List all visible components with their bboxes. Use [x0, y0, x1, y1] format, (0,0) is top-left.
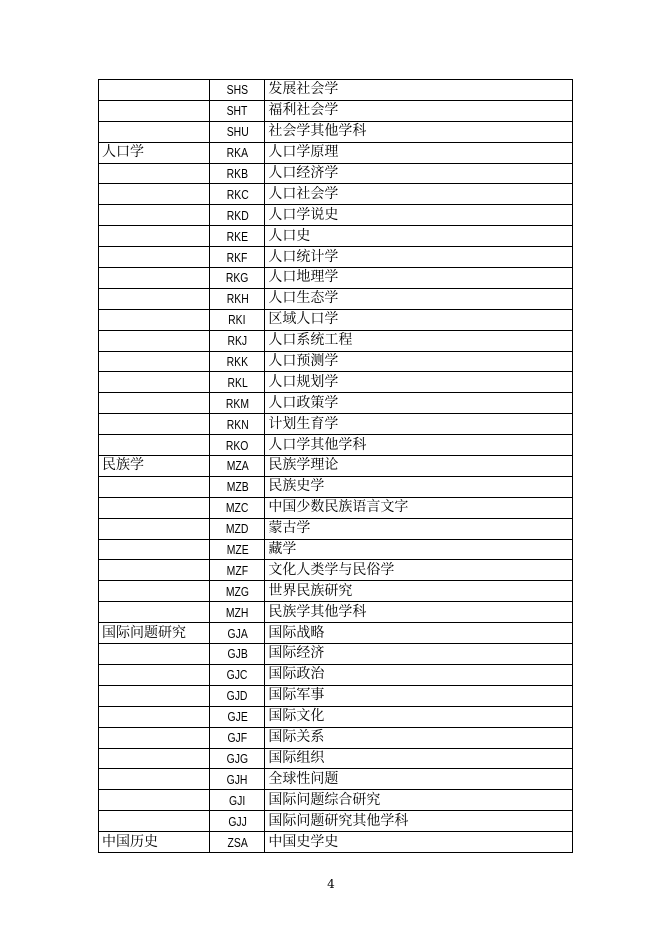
code-cell-text: RKB	[226, 166, 248, 181]
name-cell-text: 民族学其他学科	[268, 603, 367, 620]
name-cell-text: 福利社会学	[268, 102, 339, 119]
code-cell-text: RKJ	[227, 333, 248, 349]
category-cell-text: 人口学	[102, 144, 144, 161]
code-cell-text: SHS	[226, 82, 248, 98]
name-cell-text: 计划生育学	[268, 415, 339, 432]
category-cell	[99, 351, 210, 372]
table-row	[99, 518, 573, 539]
name-cell	[265, 121, 573, 142]
code-cell	[210, 581, 265, 602]
code-cell	[210, 205, 265, 226]
name-cell	[265, 372, 573, 393]
category-cell	[99, 811, 210, 832]
table-row	[99, 790, 573, 811]
code-cell	[210, 351, 265, 372]
category-cell	[99, 330, 210, 351]
code-cell-text: GJB	[227, 646, 248, 662]
category-cell	[99, 393, 210, 414]
name-cell	[265, 539, 573, 560]
code-cell-text: MZB	[226, 479, 249, 495]
code-cell	[210, 163, 265, 184]
category-cell	[99, 832, 210, 853]
category-cell	[99, 268, 210, 289]
name-cell	[265, 142, 573, 163]
table-row	[99, 288, 573, 309]
name-cell	[265, 288, 573, 309]
code-cell	[210, 560, 265, 581]
name-cell-text: 国际问题研究其他学科	[268, 812, 409, 829]
name-cell-text: 民族学理论	[268, 457, 339, 474]
category-cell	[99, 602, 210, 623]
name-cell	[265, 205, 573, 226]
code-cell	[210, 142, 265, 163]
name-cell-text: 民族史学	[268, 478, 325, 495]
code-cell-text: GJG	[226, 750, 248, 766]
code-cell	[210, 247, 265, 268]
category-cell	[99, 727, 210, 748]
code-cell-text: GJE	[227, 709, 248, 725]
table-row	[99, 268, 573, 289]
code-cell-text: GJH	[226, 771, 248, 787]
code-cell-text: MZD	[226, 521, 249, 537]
table-row	[99, 100, 573, 121]
category-cell	[99, 456, 210, 477]
name-cell-text: 国际问题综合研究	[268, 791, 381, 808]
category-cell	[99, 372, 210, 393]
code-cell-text: ZSA	[227, 834, 248, 850]
name-cell	[265, 727, 573, 748]
code-cell-text: SHU	[226, 124, 249, 140]
name-cell-text: 国际战略	[268, 624, 325, 641]
table-row	[99, 539, 573, 560]
name-cell	[265, 623, 573, 644]
name-cell	[265, 560, 573, 581]
table-row	[99, 80, 573, 101]
code-cell-text: GJA	[227, 625, 248, 641]
code-cell	[210, 393, 265, 414]
table-row	[99, 832, 573, 853]
table-row	[99, 414, 573, 435]
code-cell	[210, 309, 265, 330]
name-cell-text: 人口预测学	[268, 353, 339, 370]
name-cell-text: 人口经济学	[268, 165, 339, 181]
name-cell-text: 国际经济	[268, 645, 325, 662]
code-cell-text: SHT	[226, 103, 248, 119]
table-row	[99, 142, 573, 163]
code-cell	[210, 184, 265, 205]
category-cell-text: 中国历史	[102, 833, 158, 850]
table-row	[99, 372, 573, 393]
category-cell	[99, 560, 210, 581]
table-row	[99, 393, 573, 414]
table-row	[99, 163, 573, 184]
name-cell-text: 国际政治	[268, 666, 325, 683]
code-cell-text: RKA	[226, 145, 248, 161]
code-cell	[210, 644, 265, 665]
code-cell	[210, 497, 265, 518]
name-cell	[265, 414, 573, 435]
code-cell	[210, 518, 265, 539]
code-cell-text: MZC	[226, 500, 249, 516]
name-cell-text: 国际文化	[268, 708, 325, 725]
name-cell	[265, 497, 573, 518]
name-cell	[265, 685, 573, 706]
table-row	[99, 602, 573, 623]
code-cell	[210, 539, 265, 560]
table-row	[99, 623, 573, 644]
name-cell	[265, 330, 573, 351]
page-number: 4	[327, 877, 335, 891]
name-cell-text: 人口学说史	[268, 206, 339, 223]
name-cell	[265, 790, 573, 811]
code-cell-text: MZA	[226, 458, 249, 474]
category-cell	[99, 121, 210, 142]
code-cell-text: RKC	[226, 186, 249, 202]
category-cell	[99, 80, 210, 101]
name-cell-text: 人口政策学	[268, 394, 339, 411]
code-cell-text: RKO	[226, 437, 249, 453]
category-cell	[99, 769, 210, 790]
table-row	[99, 706, 573, 727]
code-cell	[210, 80, 265, 101]
code-cell	[210, 476, 265, 497]
name-cell	[265, 80, 573, 101]
category-cell	[99, 476, 210, 497]
code-cell	[210, 268, 265, 289]
code-cell	[210, 769, 265, 790]
code-cell-text: GJC	[226, 667, 248, 683]
name-cell	[265, 226, 573, 247]
table-row	[99, 644, 573, 665]
code-cell-text: GJF	[227, 730, 248, 746]
name-cell-text: 蒙古学	[268, 520, 311, 537]
code-cell-text: MZG	[225, 583, 249, 599]
category-cell	[99, 414, 210, 435]
name-cell-text: 人口学其他学科	[268, 436, 367, 453]
category-cell	[99, 790, 210, 811]
table-row	[99, 581, 573, 602]
code-cell	[210, 100, 265, 121]
name-cell-text: 藏学	[268, 541, 297, 558]
name-cell	[265, 476, 573, 497]
code-cell	[210, 664, 265, 685]
category-cell	[99, 644, 210, 665]
category-cell	[99, 685, 210, 706]
code-cell-text: GJJ	[228, 813, 247, 829]
name-cell-text: 中国史学史	[268, 833, 339, 850]
code-cell-text: RKF	[226, 249, 248, 265]
code-cell-text: RKH	[226, 291, 249, 307]
code-cell	[210, 685, 265, 706]
category-cell	[99, 247, 210, 268]
category-cell-text: 国际问题研究	[102, 624, 186, 641]
category-cell	[99, 664, 210, 685]
code-cell	[210, 435, 265, 456]
category-cell	[99, 163, 210, 184]
table-row	[99, 769, 573, 790]
name-cell	[265, 184, 573, 205]
code-cell-text: RKE	[226, 228, 248, 244]
name-cell-text: 人口史	[268, 227, 311, 244]
category-cell	[99, 748, 210, 769]
name-cell	[265, 393, 573, 414]
name-cell	[265, 351, 573, 372]
code-cell-text: RKM	[225, 395, 249, 411]
code-cell	[210, 226, 265, 247]
category-cell	[99, 518, 210, 539]
name-cell-text: 国际关系	[268, 729, 325, 746]
name-cell	[265, 163, 573, 184]
name-cell	[265, 518, 573, 539]
name-cell	[265, 456, 573, 477]
name-cell-text: 社会学其他学科	[268, 123, 367, 140]
category-cell	[99, 205, 210, 226]
category-cell	[99, 539, 210, 560]
code-cell	[210, 414, 265, 435]
code-cell-text: RKL	[227, 374, 248, 390]
code-cell	[210, 811, 265, 832]
name-cell-text: 文化人类学与民俗学	[268, 561, 395, 578]
name-cell-text: 人口系统工程	[268, 332, 353, 349]
discipline-code-table	[98, 79, 573, 853]
table-row	[99, 184, 573, 205]
name-cell-text: 世界民族研究	[268, 582, 353, 599]
code-cell	[210, 602, 265, 623]
name-cell	[265, 644, 573, 665]
code-cell-text: RKK	[226, 354, 248, 370]
table-row	[99, 811, 573, 832]
name-cell	[265, 309, 573, 330]
name-cell-text: 人口社会学	[268, 185, 339, 202]
code-cell	[210, 372, 265, 393]
name-cell	[265, 706, 573, 727]
code-cell	[210, 456, 265, 477]
name-cell	[265, 832, 573, 853]
category-cell	[99, 184, 210, 205]
name-cell-text: 人口学原理	[268, 144, 339, 161]
category-cell	[99, 623, 210, 644]
category-cell	[99, 497, 210, 518]
category-cell	[99, 435, 210, 456]
code-cell-text: GJI	[229, 792, 246, 808]
table-row	[99, 121, 573, 142]
name-cell	[265, 748, 573, 769]
code-cell	[210, 706, 265, 727]
table-row	[99, 247, 573, 268]
table-row	[99, 226, 573, 247]
table-row	[99, 456, 573, 477]
name-cell-text: 国际军事	[268, 687, 325, 704]
table-row	[99, 330, 573, 351]
table-row	[99, 435, 573, 456]
name-cell	[265, 602, 573, 623]
table-row	[99, 748, 573, 769]
code-cell	[210, 748, 265, 769]
category-cell	[99, 100, 210, 121]
category-cell	[99, 706, 210, 727]
table-row	[99, 560, 573, 581]
table-row	[99, 205, 573, 226]
code-cell-text: MZH	[226, 604, 249, 620]
name-cell	[265, 100, 573, 121]
category-cell	[99, 288, 210, 309]
category-cell	[99, 581, 210, 602]
name-cell	[265, 435, 573, 456]
name-cell	[265, 769, 573, 790]
table-row	[99, 727, 573, 748]
code-cell	[210, 623, 265, 644]
table-row	[99, 685, 573, 706]
code-cell-text: GJD	[226, 688, 248, 704]
name-cell-text: 人口规划学	[268, 373, 339, 390]
table-row	[99, 351, 573, 372]
table-row	[99, 664, 573, 685]
code-cell-text: RKG	[226, 270, 249, 286]
name-cell-text: 全球性问题	[268, 770, 339, 787]
category-cell	[99, 142, 210, 163]
name-cell-text: 区域人口学	[268, 311, 339, 328]
code-cell-text: RKN	[226, 416, 249, 432]
name-cell	[265, 247, 573, 268]
name-cell	[265, 268, 573, 289]
code-cell	[210, 832, 265, 853]
name-cell-text: 人口地理学	[268, 269, 339, 286]
code-cell	[210, 790, 265, 811]
name-cell-text: 中国少数民族语言文字	[268, 499, 409, 516]
code-cell	[210, 288, 265, 309]
table-row	[99, 476, 573, 497]
name-cell-text: 人口生态学	[268, 290, 339, 307]
code-cell	[210, 121, 265, 142]
table-row	[99, 309, 573, 330]
code-cell-text: RKD	[226, 207, 249, 223]
category-cell	[99, 309, 210, 330]
category-cell	[99, 226, 210, 247]
name-cell-text: 人口统计学	[268, 248, 339, 265]
name-cell	[265, 581, 573, 602]
name-cell	[265, 664, 573, 685]
code-cell-text: MZE	[226, 542, 249, 558]
code-cell-text: RKI	[228, 312, 246, 328]
code-cell-text: MZF	[226, 562, 248, 578]
category-cell-text: 民族学	[102, 457, 144, 474]
code-cell	[210, 330, 265, 351]
name-cell-text: 发展社会学	[268, 81, 339, 98]
code-cell	[210, 727, 265, 748]
name-cell	[265, 811, 573, 832]
table-row	[99, 497, 573, 518]
name-cell-text: 国际组织	[268, 749, 325, 766]
